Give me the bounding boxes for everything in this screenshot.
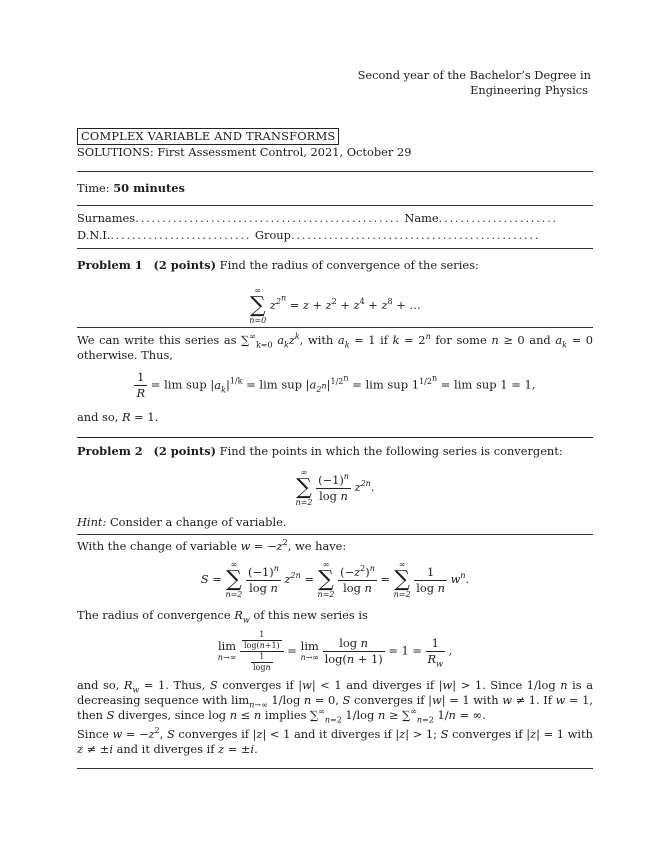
- problem-2-points: (2 points): [153, 444, 217, 458]
- time-line: [77, 181, 185, 196]
- degree-line-1: Second year of the Bachelor’s Degree in: [357, 68, 591, 82]
- name-blank[interactable]: ......................: [438, 211, 558, 225]
- problem-2-hint: [77, 515, 286, 530]
- dni-group-row: [77, 228, 593, 243]
- hint-label: Hint:: [77, 515, 107, 529]
- dni-blank[interactable]: ..........................: [110, 228, 252, 242]
- problem-2-statement: [77, 444, 593, 459]
- problem-1-text: Find the radius of convergence of the series:: [219, 258, 479, 272]
- course-title-box: COMPLEX VARIABLE AND TRANSFORMS: [77, 128, 339, 145]
- hint-text: Consider a change of variable.: [109, 515, 287, 529]
- surnames-name-row: [77, 211, 593, 226]
- dni-label: D.N.I.: [77, 228, 111, 242]
- surnames-blank[interactable]: .................................................: [135, 211, 401, 225]
- problem-1-solution-text: We can write this series as $\sum^\infty_{k=0}$ $a_kz^k$, with $a_k = 1$ if $k = 2^n$ for some n ≥ 0 and $a_k = 0$ otherwise. Thus,: [77, 332, 593, 362]
- surnames-label: Surnames: [77, 211, 136, 225]
- problem-1-statement: [77, 258, 593, 273]
- name-label: Name: [404, 211, 439, 225]
- problem-1-conclusion: and so, R = 1.: [77, 410, 159, 424]
- problem-2-series: ∞ ∑ n=2 $\frac{(-1)^n}{\text{log n}}$ $z^{2n}$.: [295, 468, 375, 507]
- problem-1-series: ∞ ∑ n=0 $z^{2^n} = z + z^2 + z^4 + z^8$ + …: [249, 286, 421, 325]
- problem-1-radius-equation: $\frac{1}{R}$ = lim sup $|a_k|^{1/k} = \lim$ sup $|a_{2^n}|^{1/2^n} = \lim$ sup $1^{1/2^n} = \lim$ sup 1 = 1,: [136, 370, 536, 400]
- time-label: Time:: [77, 181, 110, 195]
- divider: [77, 327, 593, 328]
- problem-2-analysis-paragraph: and so, $R_w = 1$. Thus, S converges if |w| < 1 and diverges if |w| > 1. Since 1/log n is a decreasing sequence with $\lim_{n\to\infty} 1/\log$ n = 0, S converges if |w| = 1 with w ≠ 1. If w = 1, then S diverges, since log n ≤ n implies $\sum^\infty_{n=2}$ 1/log $n \ge \sum^\infty_{n=2}$ 1/n = ∞.: [77, 678, 593, 725]
- group-blank[interactable]: ..............................................: [290, 228, 541, 242]
- course-title: [77, 128, 339, 145]
- problem-2-radius-equation: lim n→∞ $\frac{\frac{1}{\log(n+1)}}{\frac{1}{\log n}}$ = lim n→∞ $\frac{\text{log n}}{\log(n + 1)}$ = 1 = $\frac{1}{R_w}$ ,: [217, 630, 453, 672]
- divider: [77, 534, 593, 535]
- divider: [77, 205, 593, 206]
- problem-1-points: (2 points): [153, 258, 217, 272]
- problem-2-final-paragraph: Since $w = -z^2$, S converges if |z| < 1 and it diverges if |z| > 1; S converges if |z| = 1 with z ≠ ±i and it diverges if z = ±i.: [77, 726, 593, 756]
- divider: [77, 437, 593, 438]
- divider: [77, 768, 593, 769]
- problem-2-text: Find the points in which the following series is convergent:: [219, 444, 563, 458]
- problem-2-solution-intro: With the change of variable $w = -z^2$, we have:: [77, 538, 347, 553]
- degree-line-2: Engineering Physics: [470, 83, 588, 97]
- assessment-subtitle: SOLUTIONS: First Assessment Control, 2021, October 29: [77, 145, 412, 159]
- divider: [77, 248, 593, 249]
- problem-2-radius-intro: The radius of convergence $R_w$ of this new series is: [77, 608, 368, 625]
- problem-1-label: Problem 1: [77, 258, 143, 272]
- divider: [77, 171, 593, 172]
- problem-2-label: Problem 2: [77, 444, 143, 458]
- problem-2-s-equation: S = ∞ ∑ n=2 $\frac{(-1)^n}{\text{log n}}$ $z^{2n}$ = ∞ ∑ n=2 $\frac{(-z^2)^n}{\text{log n}}$ = ∞ ∑ n=2 $\frac{1}{\text{log n}}$ $w^n$.: [200, 560, 470, 599]
- degree-header: [300, 68, 591, 98]
- group-label: Group: [254, 228, 291, 242]
- time-value: 50 minutes: [113, 181, 185, 195]
